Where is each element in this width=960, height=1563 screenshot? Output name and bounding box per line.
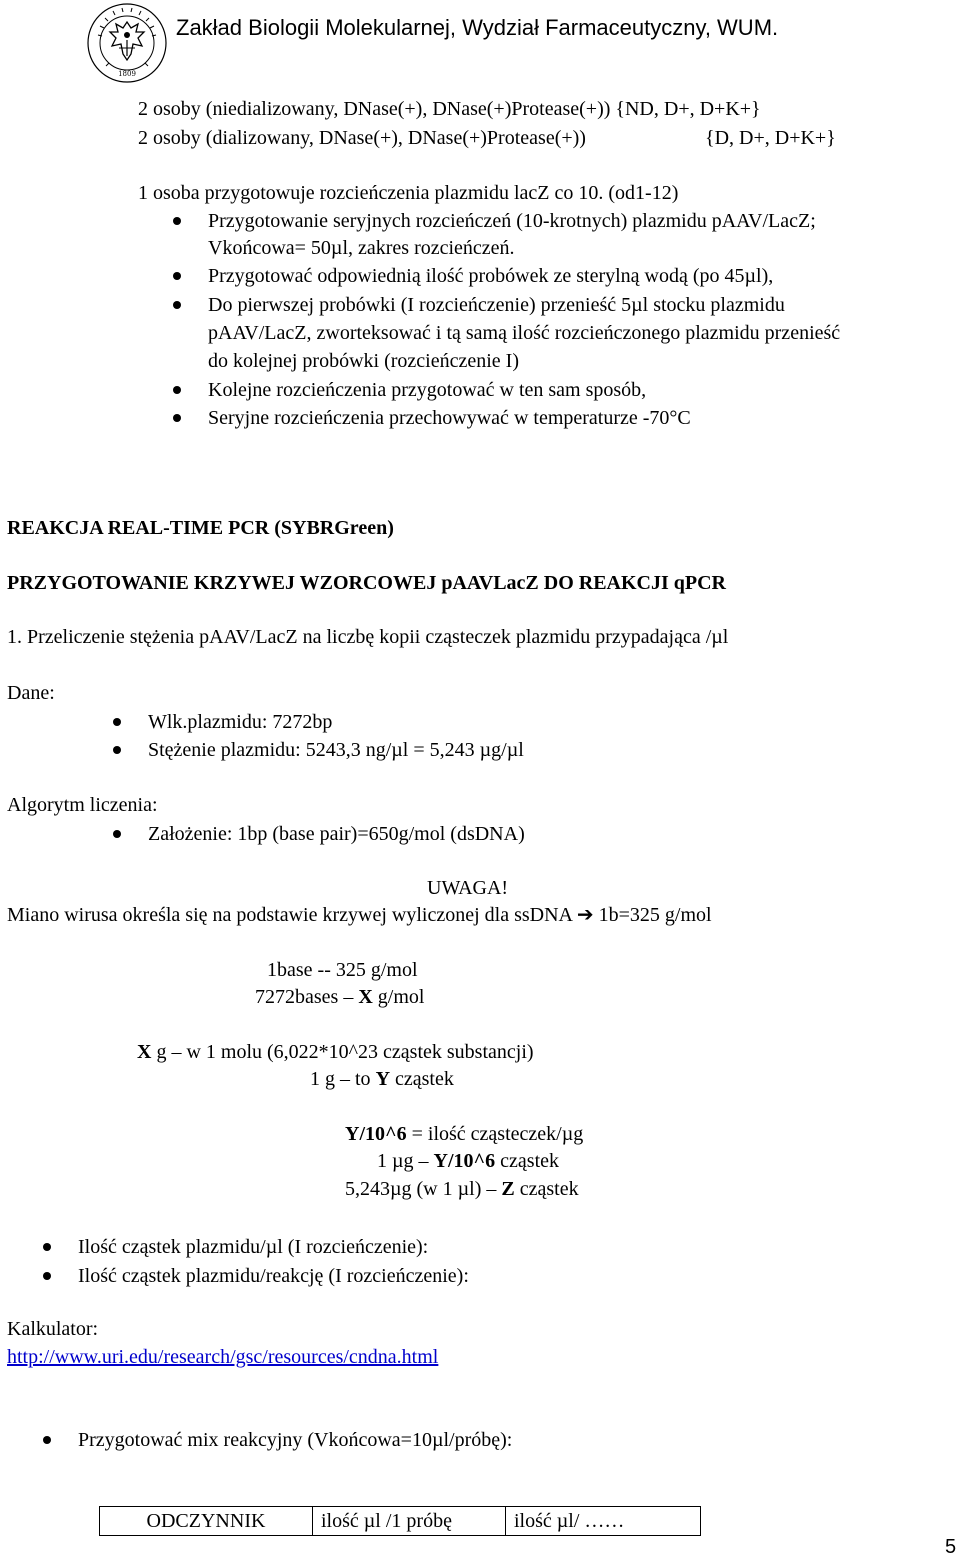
- algorithm-label: Algorytm liczenia:: [7, 794, 158, 816]
- bullet-icon: [173, 414, 181, 422]
- group-line-1: 2 osoby (niedializowany, DNase(+), DNase(+)Protease(+)) {ND, D+, D+K+}: [138, 98, 761, 120]
- calc-line-4: 1 g – to Y cząstek: [310, 1068, 454, 1090]
- table-row: [100, 1507, 701, 1536]
- assumption: Założenie: 1bp (base pair)=650g/mol (dsDNA): [148, 823, 525, 845]
- mix-instruction: Przygotować mix reakcyjny (Vkońcowa=10µl/próbę):: [78, 1429, 513, 1451]
- bullet-icon: [43, 1272, 51, 1280]
- calc-line-3: X g – w 1 molu (6,022*10^23 cząstek substancji): [137, 1041, 534, 1063]
- warning-label: UWAGA!: [427, 877, 509, 899]
- dilution-step-1-line-1: Przygotowanie seryjnych rozcieńczeń (10-krotnych) plazmidu pAAV/LacZ;: [208, 210, 816, 232]
- header-title: Zakład Biologii Molekularnej, Wydział Farmaceutyczny, WUM.: [176, 15, 779, 40]
- plasmid-concentration: Stężenie plazmidu: 5243,3 ng/µl = 5,243 µg/µl: [148, 739, 524, 761]
- dilution-step-3-line-1: Do pierwszej probówki (I rozcieńczenie) przenieść 5µl stocku plazmidu: [208, 294, 785, 316]
- group-line-2: 2 osoby (dializowany, DNase(+), DNase(+)Protease(+)): [138, 127, 586, 149]
- page-number: 5: [945, 1536, 957, 1558]
- bullet-icon: [43, 1436, 51, 1444]
- calculator-link[interactable]: http://www.uri.edu/research/gsc/resources/cndna.html: [7, 1346, 439, 1368]
- calc-line-1: 1base -- 325 g/mol: [267, 959, 418, 981]
- dilution-step-5: Seryjne rozcieńczenia przechowywać w temperaturze -70°C: [208, 407, 691, 429]
- given-label: Dane:: [7, 682, 55, 704]
- bullet-icon: [173, 272, 181, 280]
- dilution-step-3-line-2: pAAV/LacZ, zworteksować i tą samą ilość rozcieńczonego plazmidu przenieść: [208, 322, 841, 344]
- calc-line-6: 1 µg – Y/10^6 cząstek: [377, 1150, 560, 1172]
- count-per-reaction: Ilość cząstek plazmidu/reakcję (I rozcieńczenie):: [78, 1265, 469, 1287]
- table-header-reagent: ODCZYNNIK: [100, 1507, 313, 1536]
- virus-titer-note: Miano wirusa określa się na podstawie krzywej wyliczonej dla ssDNA ➔ 1b=325 g/mol: [7, 904, 712, 926]
- table-header-total: ilość µl/ ……: [506, 1507, 701, 1536]
- bullet-icon: [43, 1243, 51, 1251]
- group-line-2-sets: {D, D+, D+K+}: [705, 127, 836, 149]
- bullet-icon: [173, 217, 181, 225]
- calc-line-7: 5,243µg (w 1 µl) – Z cząstek: [345, 1178, 579, 1200]
- dilution-step-2: Przygotować odpowiednią ilość probówek ze sterylną wodą (po 45µl),: [208, 265, 774, 287]
- bullet-icon: [113, 746, 121, 754]
- university-seal-icon: [86, 2, 168, 84]
- bullet-icon: [113, 830, 121, 838]
- plasmid-size: Wlk.plazmidu: 7272bp: [148, 711, 333, 733]
- calculator-label: Kalkulator:: [7, 1318, 99, 1340]
- bullet-icon: [173, 301, 181, 309]
- dilution-intro: 1 osoba przygotowuje rozcieńczenia plazmidu lacZ co 10. (od1-12): [138, 182, 679, 204]
- count-per-ul: Ilość cząstek plazmidu/µl (I rozcieńczenie):: [78, 1236, 429, 1258]
- dilution-step-3-line-3: do kolejnej probówki (rozcieńczenie I): [208, 350, 519, 372]
- section-heading-realtime-pcr: REAKCJA REAL-TIME PCR (SYBRGreen): [7, 517, 394, 539]
- calc-line-5: Y/10^6 = ilość cząsteczek/µg: [345, 1123, 584, 1145]
- table-header-per-sample: ilość µl /1 próbę: [313, 1507, 506, 1536]
- step-1-heading: 1. Przeliczenie stężenia pAAV/LacZ na liczbę kopii cząsteczek plazmidu przypadająca /µl: [7, 626, 729, 648]
- calc-line-2: 7272bases – X g/mol: [255, 986, 425, 1008]
- bullet-icon: [173, 386, 181, 394]
- bullet-icon: [113, 718, 121, 726]
- section-heading-standard-curve: PRZYGOTOWANIE KRZYWEJ WZORCOWEJ pAAVLacZ DO REAKCJI qPCR: [7, 572, 726, 594]
- arrow-right-icon: ➔: [576, 904, 594, 926]
- svg-text:1809: 1809: [118, 70, 136, 78]
- dilution-step-4: Kolejne rozcieńczenia przygotować w ten sam sposób,: [208, 379, 647, 401]
- reagent-table: [99, 1506, 701, 1536]
- dilution-step-1-line-2: Vkońcowa= 50µl, zakres rozcieńczeń.: [208, 237, 515, 259]
